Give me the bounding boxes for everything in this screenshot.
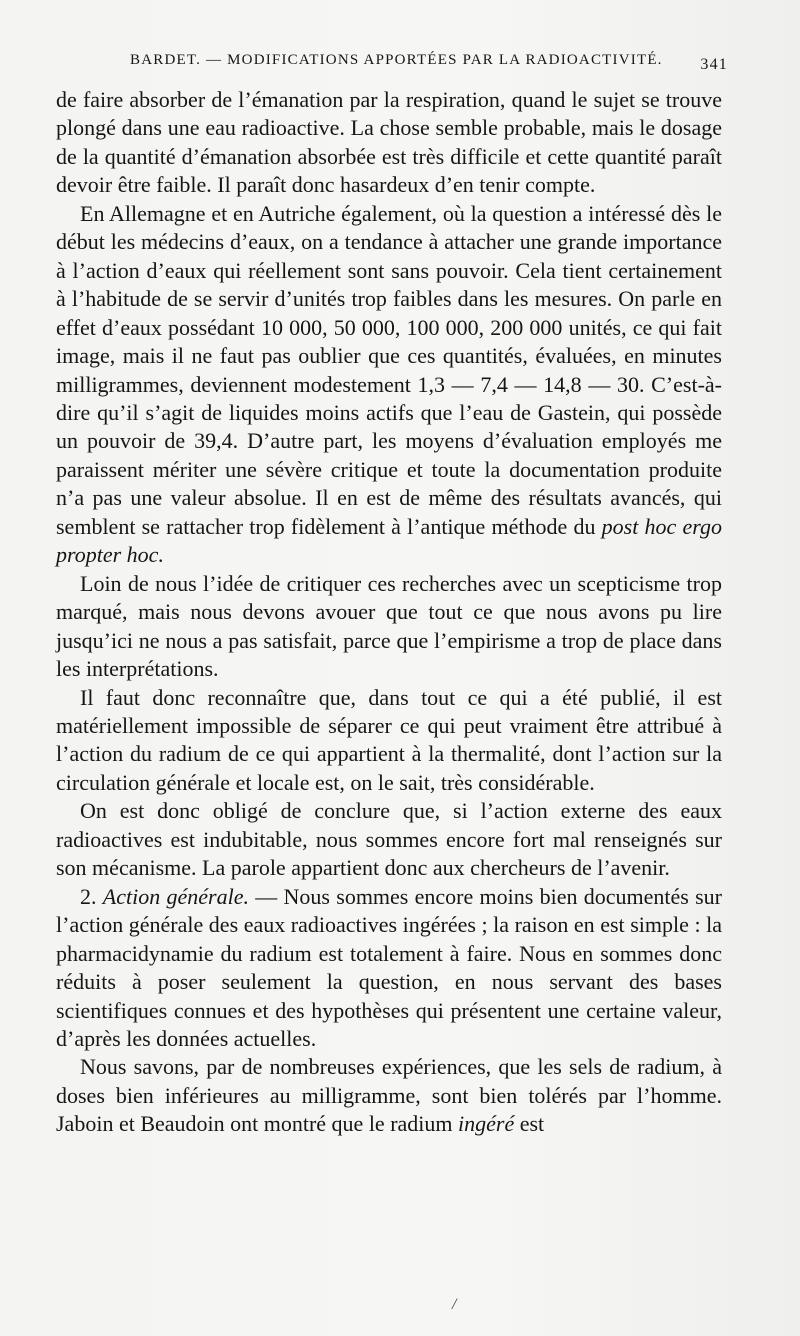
running-title: BARDET. — MODIFICATIONS APPORTÉES PAR LA RADIOACTIVITÉ. [130,52,663,68]
paragraph-thermality [56,684,722,798]
paragraph-text: Loin de nous l’idée de critiquer ces recherches avec un scepticisme trop marqué, mais nous devons avouer que tout ce que nous avons pu lire jusqu’ici ne nous a pas satisfait, parce que l’empirisme a trop de place dans les interprétations. [56,570,722,682]
running-header [118,50,728,78]
italic-word: ingéré [458,1111,515,1137]
paragraph-critique [56,570,722,684]
paragraph-text: Nous savons, par de nombreuses expériences, que les sels de radium, à doses bien inférieures au milligramme, sont bien tolérés par l’homme. Jaboin et Beaudoin ont montré que le radium [56,1054,722,1137]
section-heading-italic: Action générale. [102,883,249,909]
paragraph-text: Il faut donc reconnaître que, dans tout ce qui a été publié, il est matériellement impossible de séparer ce qui peut vraiment être attribué à l’action du radium de ce qui appartient à la thermalité, dont l’action sur la circulation générale et locale est, on le sait, très considérable. [56,684,722,795]
paragraph-text: En Allemagne et en Autriche également, où la question a intéressé dès le début les médecins d’eaux, on a tendance à attacher une grande importance à l’action d’eaux qui réellement sont sans pouvoir. Cela tient certainement à l’habitude de se servir d’unités trop faibles dans les mesures. On parle en effet d’eaux possédant 10 000, 50 000, 100 000, 200 000 unités, ce qui fait image, mais il ne faut pas oublier que ces quantités, évaluées, en minutes milligrammes, deviennent modestement 1,3 — 7,4 — 14,8 — 30. C’est-à-dire qu’il s’agit de liquides moins actifs que l’eau de Gastein, qui possède un pouvoir de 39,4. D’autre part, les moyens d’évaluation employés me paraissent mériter une sévère critique et toute la documentation produite n’a pas une valeur absolue. Il en est de même des résultats avancés, qui semblent se rattacher trop fidèlement à l’antique méthode du [56,200,722,539]
paragraph-text: est [519,1111,545,1137]
paragraph-text: — Nous sommes encore moins bien documentés sur l’action générale des eaux radioactives ingérées ; la raison en est simple : la pharmacidynamie du radium est totalement à faire. Nous en sommes donc réduits à poser seulement la question, en nous servant des bases scientifiques connues et des hypothèses qui présentent une certaine valeur, d’après les données actuelles. [56,883,723,1051]
paragraph-germany-austria [56,200,722,570]
section-number: 2. [80,883,97,909]
paragraph-action-generale [56,883,722,1054]
footer-mark: / [452,1296,457,1313]
paragraph-text: de faire absorber de l’émanation par la respiration, quand le sujet se trouve plongé dans une eau radioactive. La chose semble probable, mais le dosage de la quantité d’émanation absorbée est très difficile et cette quantité paraît devoir être faible. Il paraît donc hasardeux d’en tenir compte. [56,87,722,198]
paragraph-continuation [56,86,722,200]
paragraph-conclusion [56,797,722,882]
italic-latin-phrase: post hoc ergo propter hoc. [56,513,723,568]
page-number: 341 [700,56,728,73]
body-text [56,86,722,1139]
paragraph-text: On est donc obligé de conclure que, si l’action externe des eaux radioactives est indubitable, nous sommes encore fort mal renseignés sur son mécanisme. La parole appartient donc aux chercheurs de l’avenir. [56,798,722,881]
paragraph-experiences [56,1053,722,1138]
